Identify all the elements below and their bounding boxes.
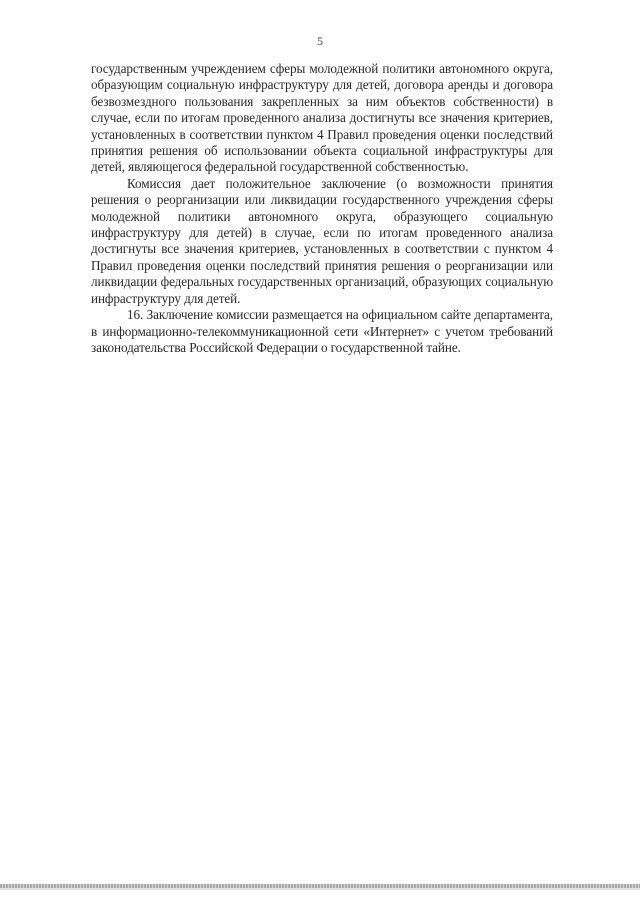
- page-number: 5: [317, 34, 323, 48]
- paragraph-continuation: государственным учреждением сферы молодежной политики автономного округа, образующим социальную инфраструктуру для детей, договора аренды и договора безвозмездного пользования закрепленных за ним объектов собственности) в случае, если по итогам проведенного анализа достигнуты все значения критериев, установленных в соответствии пунктом 4 Правил проведения оценки последствий принятия решения об использовании объекта социальной инфраструктуры для детей, являющегося федеральной государственной собственностью.: [91, 61, 553, 175]
- paragraph-item-16: 16. Заключение комиссии размещается на официальном сайте департамента, в информационно-телекоммуникационной сети «Интернет» с учетом требований законодательства Российской Федерации о государственной тайне.: [91, 307, 553, 355]
- paragraph-positive-conclusion: Комиссия дает положительное заключение (о возможности принятия решения о реорганизации или ликвидации государственного учреждения сферы молодежной политики автономного округа, образующего социальную инфраструктуру для детей) в случае, если по итогам проведенного анализа достигнуты все значения критериев, установленных в соответствии с пунктом 4 Правил проведения оценки последствий принятия решения о реорганизации или ликвидации федеральных государственных организаций, образующих социальную инфраструктуру для детей.: [91, 175, 553, 306]
- scan-edge-shadow: [0, 888, 640, 890]
- document-body: [91, 61, 553, 356]
